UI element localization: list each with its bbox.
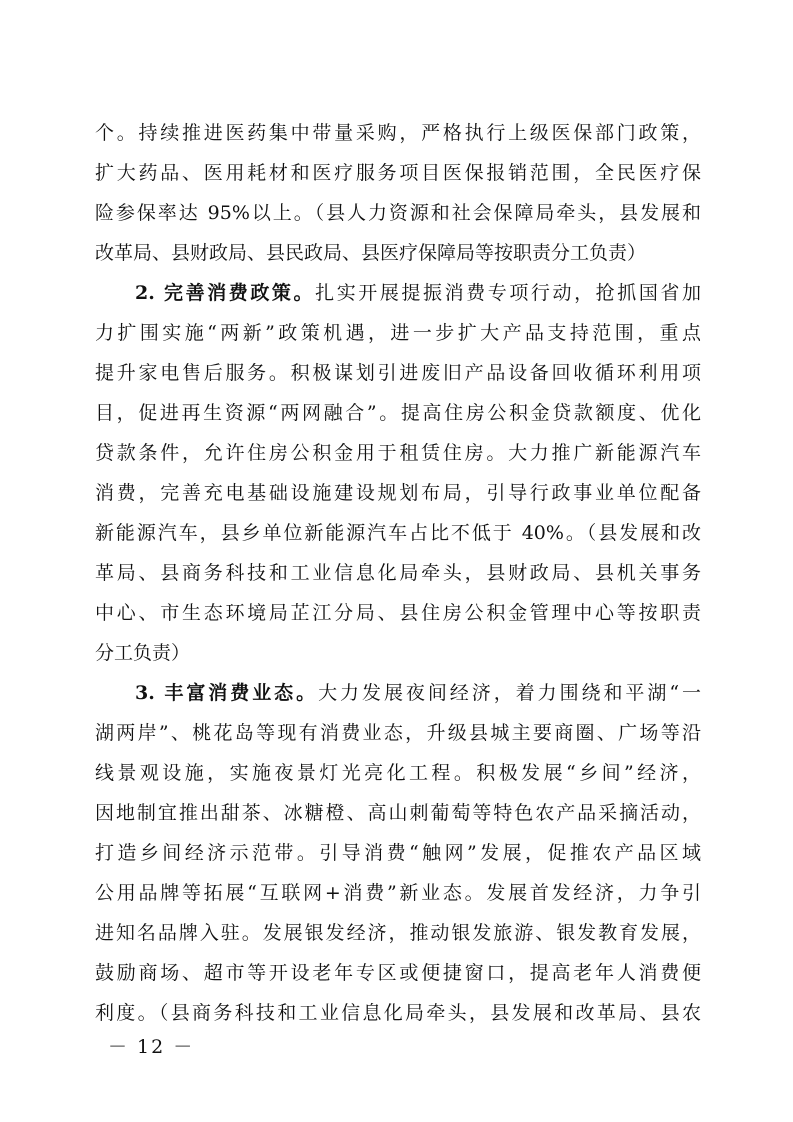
- text-line: 目，促进再生资源“两网融合”。提高住房公积金贷款额度、优化: [95, 402, 701, 424]
- text-line: 中心、市生态环境局芷江分局、县住房公积金管理中心等按职责: [95, 602, 701, 624]
- text-line: 利度。（县商务科技和工业信息化局牵头，县发展和改革局、县农: [95, 1002, 701, 1024]
- text-line: 分工负责）: [95, 642, 191, 664]
- text-line: 提升家电售后服务。积极谋划引进废旧产品设备回收循环利用项: [95, 362, 701, 384]
- text-line: 新能源汽车，县乡单位新能源汽车占比不低于 40%。（县发展和改: [95, 522, 701, 544]
- text-line: 湖两岸”、桃花岛等现有消费业态，升级县城主要商圈、广场等沿: [95, 722, 701, 744]
- page-number: － 12 －: [108, 1036, 195, 1058]
- text-line: 贷款条件，允许住房公积金用于租赁住房。大力推广新能源汽车: [95, 442, 701, 464]
- body-text: [95, 113, 701, 1033]
- text-line: 个。持续推进医药集中带量采购，严格执行上级医保部门政策，: [95, 122, 701, 144]
- text-line: [95, 673, 701, 713]
- paragraph-consumption-policy: [95, 273, 701, 673]
- text-line: 革局、县商务科技和工业信息化局牵头，县财政局、县机关事务: [95, 562, 701, 584]
- text-line: 鼓励商场、超市等开设老年专区或便捷窗口，提高老年人消费便: [95, 962, 701, 984]
- paragraph-consumption-formats: [95, 673, 701, 1033]
- text-line: 因地制宜推出甜茶、冰糖橙、高山刺葡萄等特色农产品采摘活动，: [95, 802, 701, 824]
- section-heading-consumption-formats: 3. 丰富消费业态。: [135, 682, 319, 704]
- text-fragment: 大力发展夜间经济，着力围绕和平湖“一: [318, 682, 701, 704]
- text-line: 公用品牌等拓展“互联网+消费”新业态。发展首发经济，力争引: [95, 882, 701, 904]
- text-line: 扩大药品、医用耗材和医疗服务项目医保报销范围，全民医疗保: [95, 162, 701, 184]
- text-fragment: 扎实开展提振消费专项行动，抢抓国省加: [315, 282, 701, 304]
- text-line: 打造乡间经济示范带。引导消费“触网”发展，促推农产品区域: [95, 842, 701, 864]
- text-line: [95, 273, 701, 313]
- paragraph-continued: [95, 113, 701, 273]
- text-line: 险参保率达 95%以上。（县人力资源和社会保障局牵头，县发展和: [95, 202, 701, 224]
- section-heading-consumption-policy: 2. 完善消费政策。: [135, 282, 316, 304]
- text-line: 消费，完善充电基础设施建设规划布局，引导行政事业单位配备: [95, 482, 701, 504]
- text-line: 改革局、县财政局、县民政局、县医疗保障局等按职责分工负责）: [95, 242, 647, 264]
- text-line: 进知名品牌入驻。发展银发经济，推动银发旅游、银发教育发展，: [95, 922, 701, 944]
- text-line: 线景观设施，实施夜景灯光亮化工程。积极发展“乡间”经济，: [95, 762, 701, 784]
- text-line: 力扩围实施“两新”政策机遇，进一步扩大产品支持范围，重点: [95, 322, 701, 344]
